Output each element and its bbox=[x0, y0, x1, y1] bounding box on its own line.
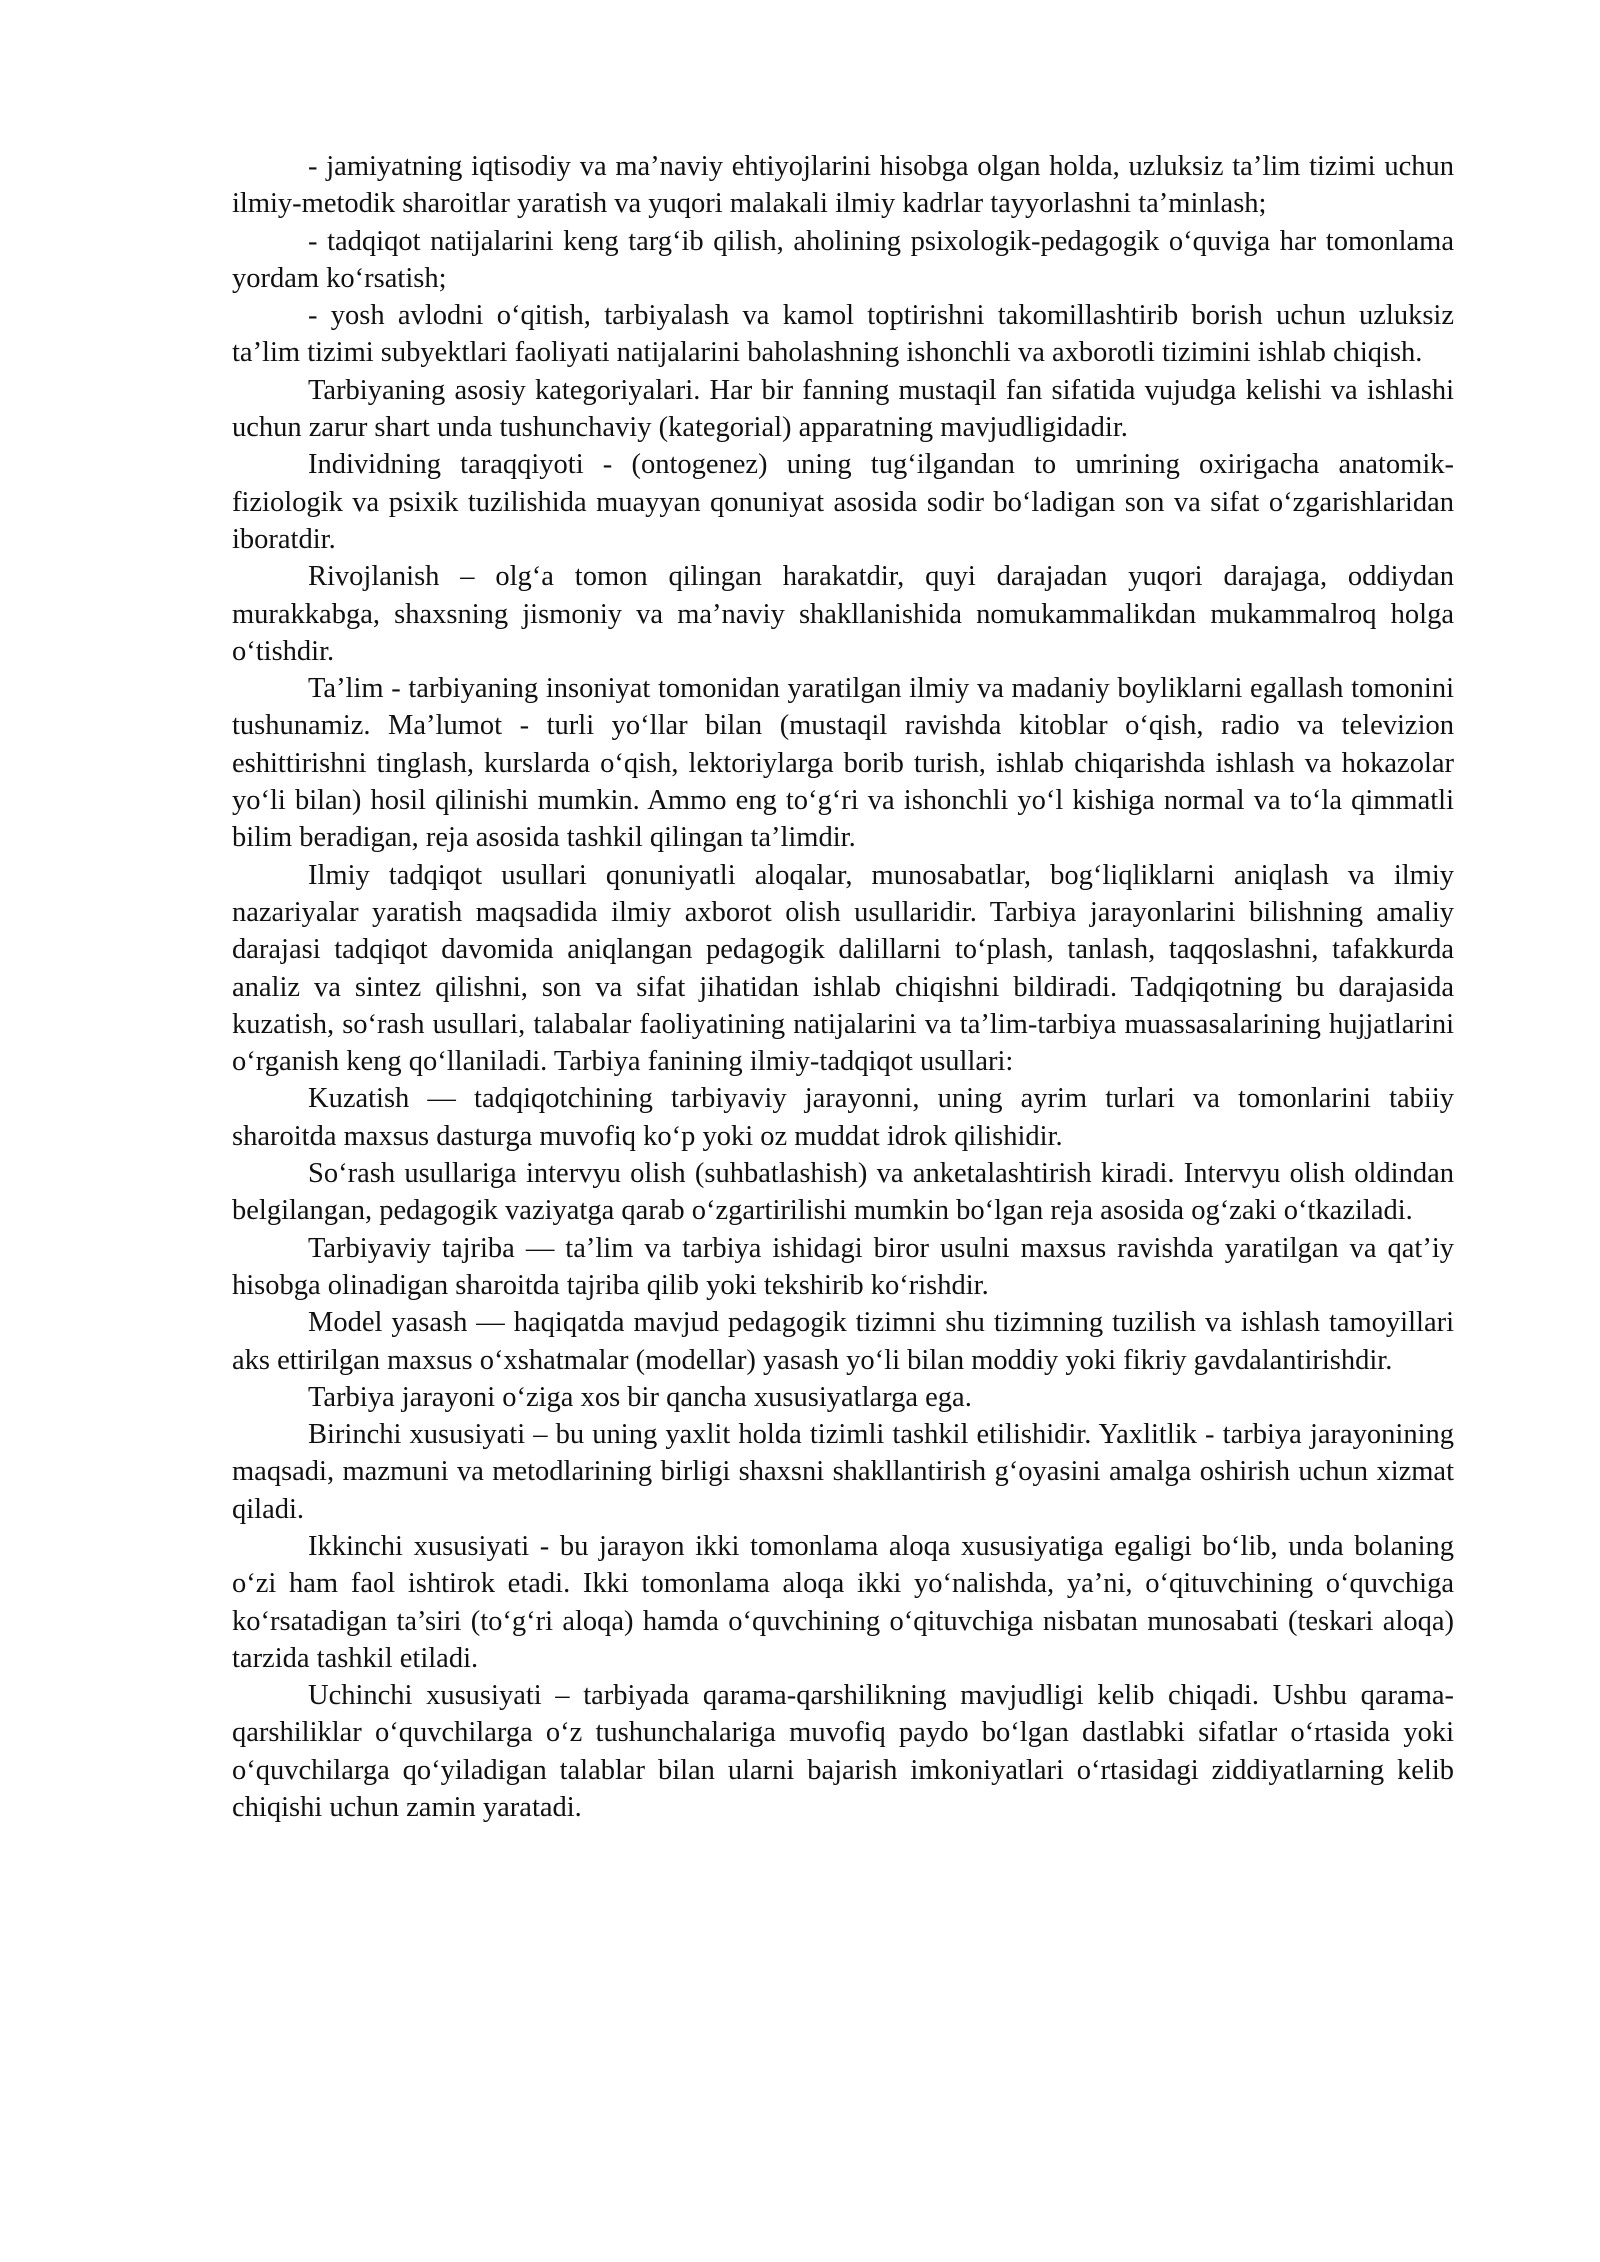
document-page bbox=[232, 148, 1454, 1826]
paragraph-categories: Tarbiyaning asosiy kategoriyalari. Har bir fanning mustaqil fan sifatida vujudga kelishi va ishlashi uchun zarur shart unda tushunchaviy (kategorial) apparatning mavjudligidadir. bbox=[232, 374, 1454, 444]
paragraph-survey: So‘rash usullariga intervyu olish (suhbatlashish) va anketalashtirish kiradi. Intervyu olish oldindan belgilangan, pedagogik vaziyatga qarab o‘zgartirilishi mumkin bo‘lgan reja asosida og‘zaki o‘tkaziladi. bbox=[232, 1158, 1454, 1227]
paragraph-bullet-3: - yosh avlodni o‘qitish, tarbiyalash va kamol toptirishni takomillashtirib borish uchun uzluksiz ta’lim tizimi subyektlari faoliyati natijalarini baholashning ishonchli va axborotli tizimini ishlab chiqish. bbox=[232, 300, 1454, 369]
paragraph-bullet-2: - tadqiqot natijalarini keng targ‘ib qilish, aholining psixologik-pedagogik o‘quviga har tomonlama yordam ko‘rsatish; bbox=[232, 225, 1454, 294]
paragraph-observation: Kuzatish — tadqiqotchining tarbiyaviy jarayonni, uning ayrim turlari va tomonlarini tabiiy sharoitda maxsus dasturga muvofiq ko‘p yoki oz muddat idrok qilishidir. bbox=[232, 1083, 1454, 1152]
paragraph-process-features: Tarbiya jarayoni o‘ziga xos bir qancha xususiyatlarga ega. bbox=[308, 1381, 972, 1413]
paragraph-second-feature: Ikkinchi xususiyati - bu jarayon ikki tomonlama aloqa xususiyatiga egaligi bo‘lib, unda bolaning o‘zi ham faol ishtirok etadi. Ikki tomonlama aloqa ikki yo‘nalishda, ya’ni, o‘qituvchining o‘quvchiga ko‘rsatadigan ta’siri (to‘g‘ri aloqa) hamda o‘quvchining o‘qituvchiga nisbatan munosabati (teskari aloqa) tarzida tashkil etiladi. bbox=[232, 1530, 1454, 1674]
paragraph-third-feature: Uchinchi xususiyati – tarbiyada qarama-qarshilikning mavjudligi kelib chiqadi. Ushbu qarama-qarshiliklar o‘quvchilarga o‘z tushunchalariga muvofiq paydo bo‘lgan dastlabki sifatlar o‘rtasida yoki o‘quvchilarga qo‘yiladigan talablar bilan ularni bajarish imkoniyatlari o‘rtasidagi ziddiyatlarning kelib chiqishi uchun zamin yaratadi. bbox=[232, 1680, 1454, 1824]
paragraph-first-feature: Birinchi xususiyati – bu uning yaxlit holda tizimli tashkil etilishidir. Yaxlitlik - tarbiya jarayonining maqsadi, mazmuni va metodlarining birligi shaxsni shakllantirish g‘oyasini amalga oshirish uchun xizmat qiladi. bbox=[232, 1419, 1454, 1525]
paragraph-education: Ta’lim - tarbiyaning insoniyat tomonidan yaratilgan ilmiy va madaniy boyliklarni egallash tomonini tushunamiz. Ma’lumot - turli yo‘llar bilan (mustaqil ravishda kitoblar o‘qish, radio va televizion eshittirishni tinglash, kurslarda o‘qish, lektoriylarga borib turish, ishlab chiqarishda ishlash va hokazolar yo‘li bilan) hosil qilinishi mumkin. Ammo eng to‘g‘ri va ishonchli yo‘l kishiga normal va to‘la qimmatli bilim beradigan, reja asosida tashkil qilingan ta’limdir. bbox=[232, 673, 1454, 854]
paragraph-research-methods: Ilmiy tadqiqot usullari qonuniyatli aloqalar, munosabatlar, bog‘liqliklarni aniqlash va ilmiy nazariyalar yaratish maqsadida ilmiy axborot olish usullaridir. Tarbiya jarayonlarini bilishning amaliy darajasi tadqiqot davomida aniqlangan pedagogik dalillarni to‘plash, tanlash, taqqoslashni, tafakkurda analiz va sintez qilishni, son va sifat jihatidan ishlab chiqishni bildiradi. Tadqiqotning bu darajasida kuzatish, so‘rash usullari, talabalar faoliyatining natijalarini va ta’lim-tarbiya muassasalarining hujjatlarini o‘rganish keng qo‘llaniladi. Tarbiya fanining ilmiy-tadqiqot usullari: bbox=[232, 859, 1454, 1078]
paragraph-individual-development: Individning taraqqiyoti - (ontogenez) uning tug‘ilgandan to umrining oxirigacha anatomik-fiziologik va psixik tuzilishida muayyan qonuniyat asosida sodir bo‘ladigan son va sifat o‘zgarishlaridan iboratdir. bbox=[232, 449, 1454, 555]
paragraph-experiment: Tarbiyaviy tajriba — ta’lim va tarbiya ishidagi biror usulni maxsus ravishda yaratilgan va qat’iy hisobga olinadigan sharoitda tajriba qilib yoki tekshirib ko‘rishdir. bbox=[232, 1232, 1454, 1301]
paragraph-development: Rivojlanish – olg‘a tomon qilingan harakatdir, quyi darajadan yuqori darajaga, oddiydan murakkabga, shaxsning jismoniy va ma’naviy shakllanishida nomukammalikdan mukammalroq holga o‘tishdir. bbox=[232, 561, 1454, 667]
paragraph-bullet-1: - jamiyatning iqtisodiy va ma’naviy ehtiyojlarini hisobga olgan holda, uzluksiz ta’lim tizimi uchun ilmiy-metodik sharoitlar yaratish va yuqori malakali ilmiy kadrlar tayyorlashni ta’minlash; bbox=[232, 151, 1454, 220]
paragraph-modeling: Model yasash — haqiqatda mavjud pedagogik tizimni shu tizimning tuzilish va ishlash tamoyillari aks ettirilgan maxsus o‘xshatmalar (modellar) yasash yo‘li bilan moddiy yoki fikriy gavdalantirishdir. bbox=[232, 1307, 1454, 1376]
